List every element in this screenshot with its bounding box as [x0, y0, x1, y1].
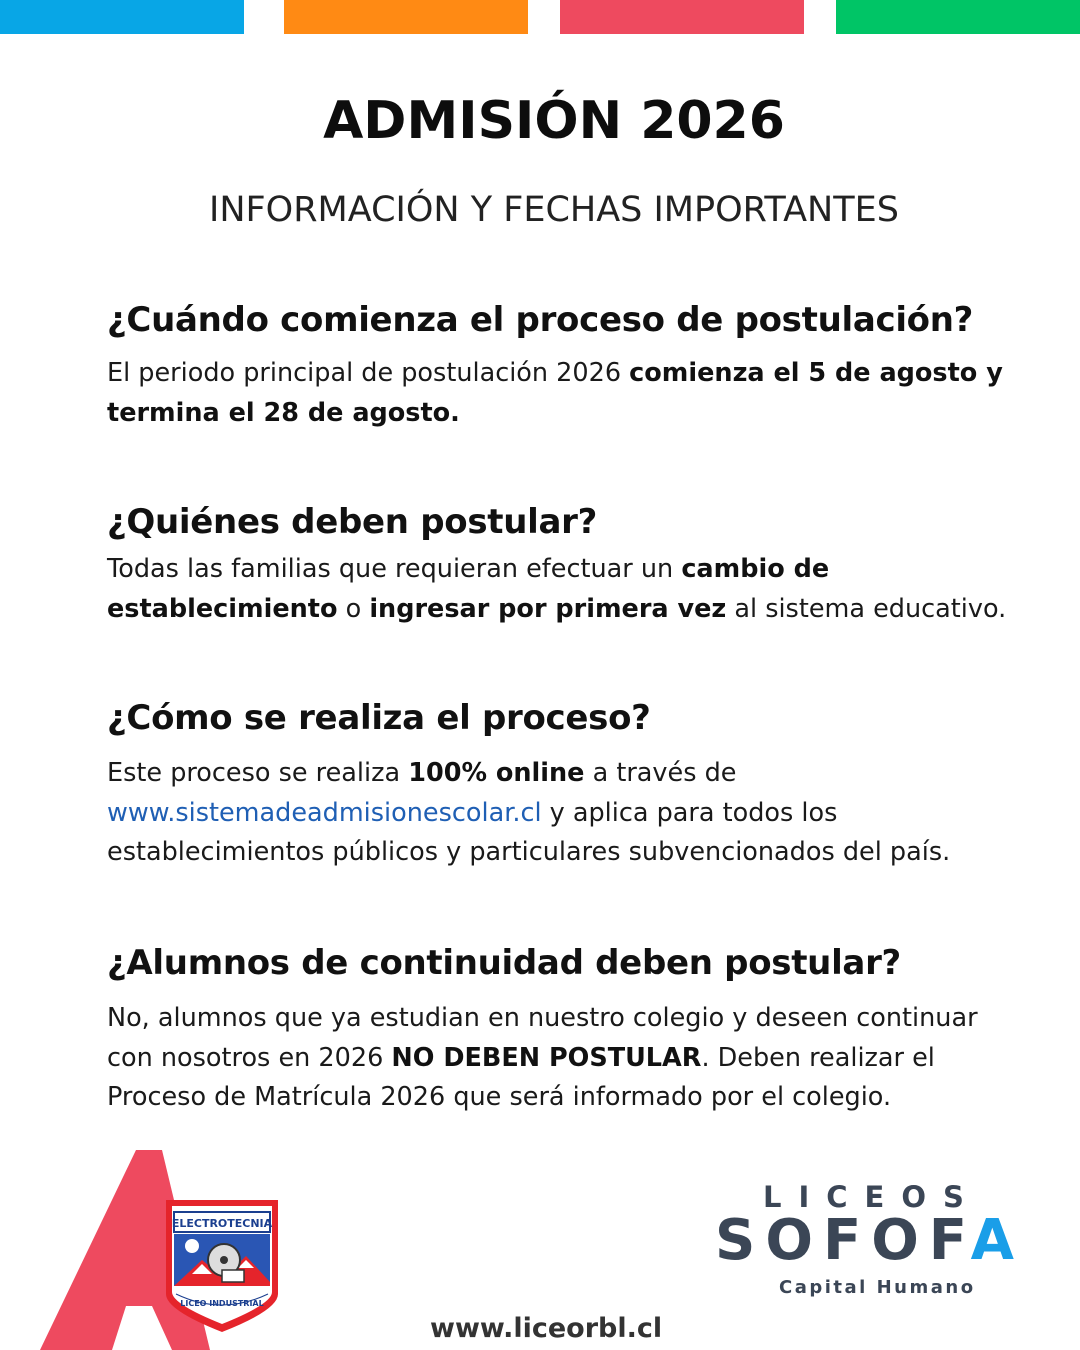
body-text: Todas las familias que requieran efectuar un — [107, 554, 682, 584]
admission-system-link[interactable]: www.sistemadeadmisionescolar.cl — [107, 797, 542, 828]
logo-sofofa-main: SOFOF — [715, 1208, 971, 1273]
body-text: a través de — [584, 758, 737, 788]
electrotecnia-crest-icon — [162, 1198, 282, 1334]
logo-liceos-text: LICEOS — [763, 1180, 981, 1214]
body-bold: ingresar por primera vez — [369, 593, 727, 624]
section-heading: ¿Cómo se realiza el proceso? — [107, 698, 651, 738]
color-bar-red — [560, 0, 804, 34]
page-subtitle: INFORMACIÓN Y FECHAS IMPORTANTES — [209, 190, 899, 230]
body-bold: comienza el 5 de agosto y termina el 28 de agosto. — [107, 358, 1003, 428]
section-heading: ¿Alumnos de continuidad deben postular? — [107, 943, 901, 983]
section-heading: ¿Quiénes deben postular? — [107, 502, 598, 542]
section-heading: ¿Cuándo comienza el proceso de postulación? — [107, 300, 974, 340]
section-body — [107, 754, 1007, 873]
body-text: No, alumnos que ya estudian en nuestro colegio y deseen continuar con nosotros en 2026 — [107, 1003, 978, 1073]
body-text: . Deben realizar el Proceso de Matrícula 2026 que será informado por el colegio. — [107, 1042, 935, 1112]
crest-bottom-text: LICEO INDUSTRIAL — [180, 1299, 264, 1308]
body-text: o — [337, 593, 370, 624]
crest-top-text: ELECTROTECNIA — [171, 1217, 273, 1230]
logo-sofofa-last: A — [970, 1208, 1024, 1273]
footer-website-link[interactable]: www.liceorbl.cl — [430, 1313, 663, 1344]
page-title: ADMISIÓN 2026 — [323, 91, 785, 151]
color-bar-orange — [284, 0, 528, 34]
section-continuity — [107, 939, 1007, 1118]
color-bar-green — [836, 0, 1080, 34]
body-bold: 100% online — [408, 758, 585, 788]
section-how — [107, 694, 1007, 873]
section-when — [107, 296, 1007, 433]
body-text: El periodo principal de postulación 2026 — [107, 358, 630, 388]
body-text: al sistema educativo. — [726, 593, 1007, 624]
section-body — [107, 550, 1007, 629]
body-bold: NO DEBEN POSTULAR — [391, 1042, 702, 1073]
section-who — [107, 498, 1007, 629]
logo-sofofa-text — [715, 1208, 1025, 1274]
logo-capital-text: Capital Humano — [779, 1277, 976, 1298]
liceos-sofofa-logo — [715, 1180, 1025, 1300]
body-bold: cambio de establecimiento — [107, 554, 830, 624]
body-text: y aplica para todos los establecimientos públicos y particulares subvencionados del país. — [107, 797, 951, 867]
section-body — [107, 354, 1007, 433]
body-text: Este proceso se realiza — [107, 758, 409, 788]
color-bar-blue — [0, 0, 244, 34]
section-body — [107, 999, 1007, 1118]
